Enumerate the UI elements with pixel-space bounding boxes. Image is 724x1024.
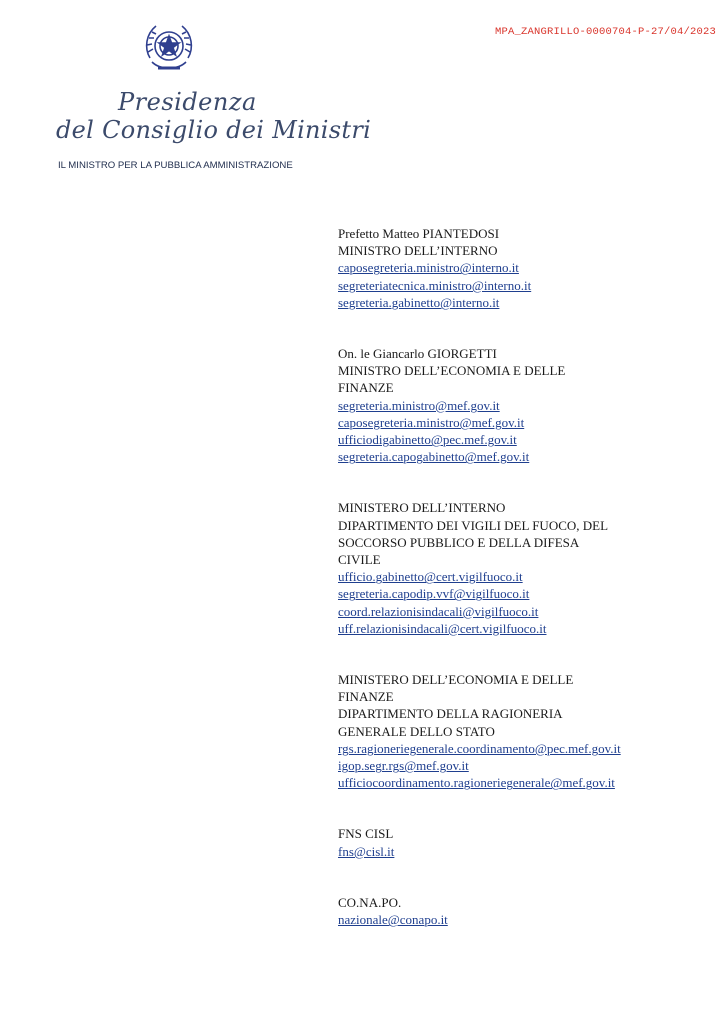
email-link[interactable]: nazionale@conapo.it (338, 912, 448, 928)
email-link[interactable]: segreteria.ministro@mef.gov.it (338, 397, 500, 413)
recipient-line: MINISTRO DELL’INTERNO (338, 243, 498, 259)
recipient-block (338, 671, 708, 791)
email-link[interactable]: uff.relazionisindacali@cert.vigilfuoco.it (338, 620, 547, 636)
recipient-line: DIPARTIMENTO DELLA RAGIONERIA (338, 706, 563, 722)
recipient-line: MINISTRO DELL’ECONOMIA E DELLE (338, 363, 566, 379)
email-link[interactable]: caposegreteria.ministro@interno.it (338, 260, 519, 276)
recipient-line: DIPARTIMENTO DEI VIGILI DEL FUOCO, DEL (338, 517, 609, 533)
email-link[interactable]: segreteria.capogabinetto@mef.gov.it (338, 449, 530, 465)
recipient-line: FINANZE (338, 689, 394, 705)
header-presidenza: Presidenza (118, 88, 257, 116)
email-link[interactable]: segreteria.gabinetto@interno.it (338, 294, 500, 310)
email-link[interactable]: coord.relazionisindacali@vigilfuoco.it (338, 603, 539, 619)
recipient-line: Prefetto Matteo PIANTEDOSI (338, 226, 500, 241)
recipient-line: GENERALE DELLO STATO (338, 723, 495, 739)
email-link[interactable]: ufficiodigabinetto@pec.mef.gov.it (338, 432, 517, 448)
recipient-block (338, 345, 708, 465)
email-link[interactable]: segreteria.capodip.vvf@vigilfuoco.it (338, 586, 530, 602)
recipient-line: SOCCORSO PUBBLICO E DELLA DIFESA (338, 534, 580, 550)
email-link[interactable]: rgs.ragioneriegenerale.coordinamento@pec.mef.gov.it (338, 740, 621, 756)
recipient-line: MINISTERO DELL’ECONOMIA E DELLE (338, 672, 574, 688)
email-link[interactable]: ufficiocoordinamento.ragioneriegenerale@mef.gov.it (338, 775, 615, 791)
recipient-line: FINANZE (338, 380, 394, 396)
header-subtitle: IL MINISTRO PER LA PUBBLICA AMMINISTRAZIONE (58, 160, 293, 171)
email-link[interactable]: ufficio.gabinetto@cert.vigilfuoco.it (338, 569, 523, 585)
email-link[interactable]: segreteriatecnica.ministro@interno.it (338, 277, 532, 293)
recipient-line: CIVILE (338, 552, 381, 568)
recipient-block (338, 825, 708, 859)
recipient-line: MINISTERO DELL’INTERNO (338, 500, 506, 516)
recipients-list (338, 225, 708, 962)
recipient-line: FNS CISL (338, 826, 394, 842)
recipient-block (338, 225, 708, 311)
email-link[interactable]: fns@cisl.it (338, 843, 395, 859)
email-link[interactable]: caposegreteria.ministro@mef.gov.it (338, 414, 525, 430)
email-link[interactable]: igop.segr.rgs@mef.gov.it (338, 758, 469, 774)
italian-republic-emblem-icon (140, 18, 198, 80)
recipient-block (338, 499, 708, 637)
header-consiglio-dei-ministri: del Consiglio dei Ministri (56, 116, 372, 144)
recipient-line: CO.NA.PO. (338, 894, 402, 910)
recipient-line: On. le Giancarlo GIORGETTI (338, 346, 497, 362)
recipient-block (338, 894, 708, 928)
protocol-number: MPA_ZANGRILLO-0000704-P-27/04/2023 (494, 26, 716, 38)
